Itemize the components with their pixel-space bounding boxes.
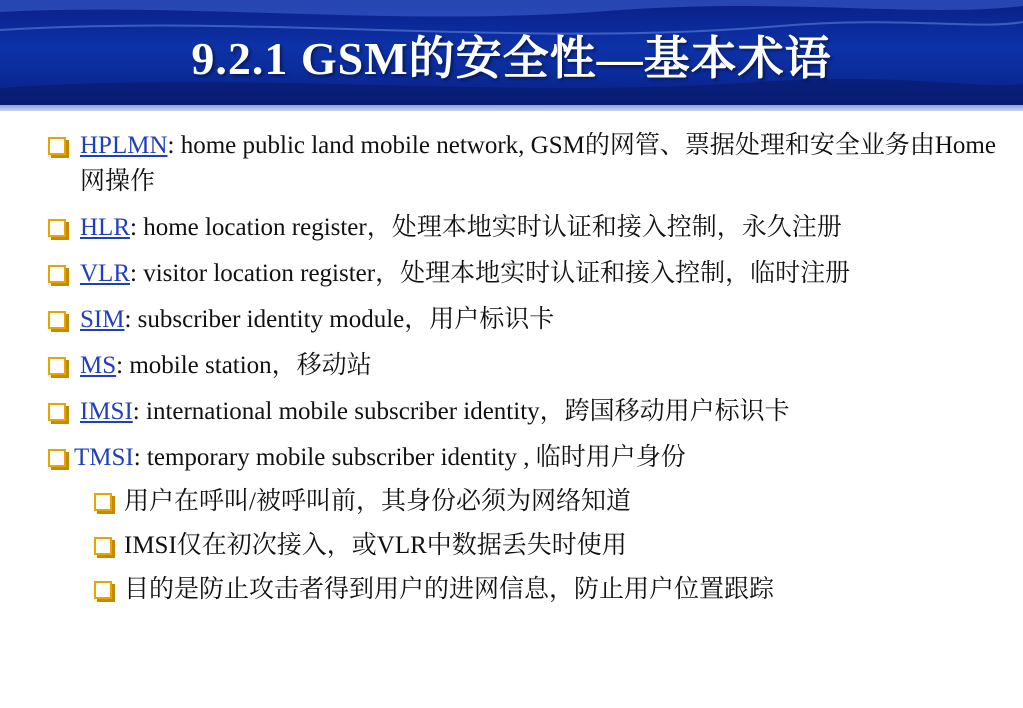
term-description: : mobile station，移动站 — [116, 352, 372, 379]
square-bullet-icon — [48, 219, 66, 237]
term-sim: SIM — [80, 306, 125, 333]
term-list — [48, 128, 998, 616]
square-bullet-icon — [94, 493, 112, 511]
term-ms: MS — [80, 352, 117, 379]
list-item — [48, 394, 998, 430]
list-item — [48, 440, 998, 476]
list-item — [48, 256, 998, 292]
square-bullet-icon — [94, 581, 112, 599]
sub-item-text: IMSI仅在初次接入，或VLR中数据丢失时使用 — [124, 532, 627, 559]
square-bullet-icon — [48, 311, 66, 329]
title-banner — [0, 0, 1023, 105]
term-description: : temporary mobile subscriber identity , 临时用户身份 — [133, 444, 686, 471]
term-hplmn: HPLMN — [80, 132, 168, 159]
term-hlr: HLR — [80, 214, 130, 241]
term-description: : home location register，处理本地实时认证和接入控制，永久注册 — [130, 214, 842, 241]
list-item — [48, 302, 998, 338]
square-bullet-icon — [94, 537, 112, 555]
square-bullet-icon — [48, 357, 66, 375]
sub-list-item — [94, 528, 998, 564]
square-bullet-icon — [48, 403, 66, 421]
term-description: : subscriber identity module，用户标识卡 — [124, 306, 555, 333]
term-vlr: VLR — [80, 260, 130, 287]
square-bullet-icon — [48, 265, 66, 283]
term-imsi: IMSI — [80, 398, 133, 425]
term-tmsi: TMSI — [74, 444, 134, 471]
term-description: : international mobile subscriber identity，跨国移动用户标识卡 — [132, 398, 790, 425]
sub-list-item — [94, 484, 998, 520]
term-description: : home public land mobile network, GSM的网管、票据处理和安全业务由Home网操作 — [80, 132, 996, 195]
term-description: : visitor location register，处理本地实时认证和接入控制，临时注册 — [130, 260, 851, 287]
page-title: 9.2.1 GSM的安全性—基本术语 — [191, 33, 832, 84]
square-bullet-icon — [48, 137, 66, 155]
list-item — [48, 210, 998, 246]
title-divider — [0, 105, 1023, 111]
list-item — [48, 128, 998, 200]
list-item — [48, 348, 998, 384]
square-bullet-icon — [48, 449, 66, 467]
sub-item-text: 用户在呼叫/被呼叫前，其身份必须为网络知道 — [124, 488, 631, 515]
sub-list-item — [94, 572, 998, 608]
sub-item-text: 目的是防止攻击者得到用户的进网信息，防止用户位置跟踪 — [124, 576, 775, 603]
